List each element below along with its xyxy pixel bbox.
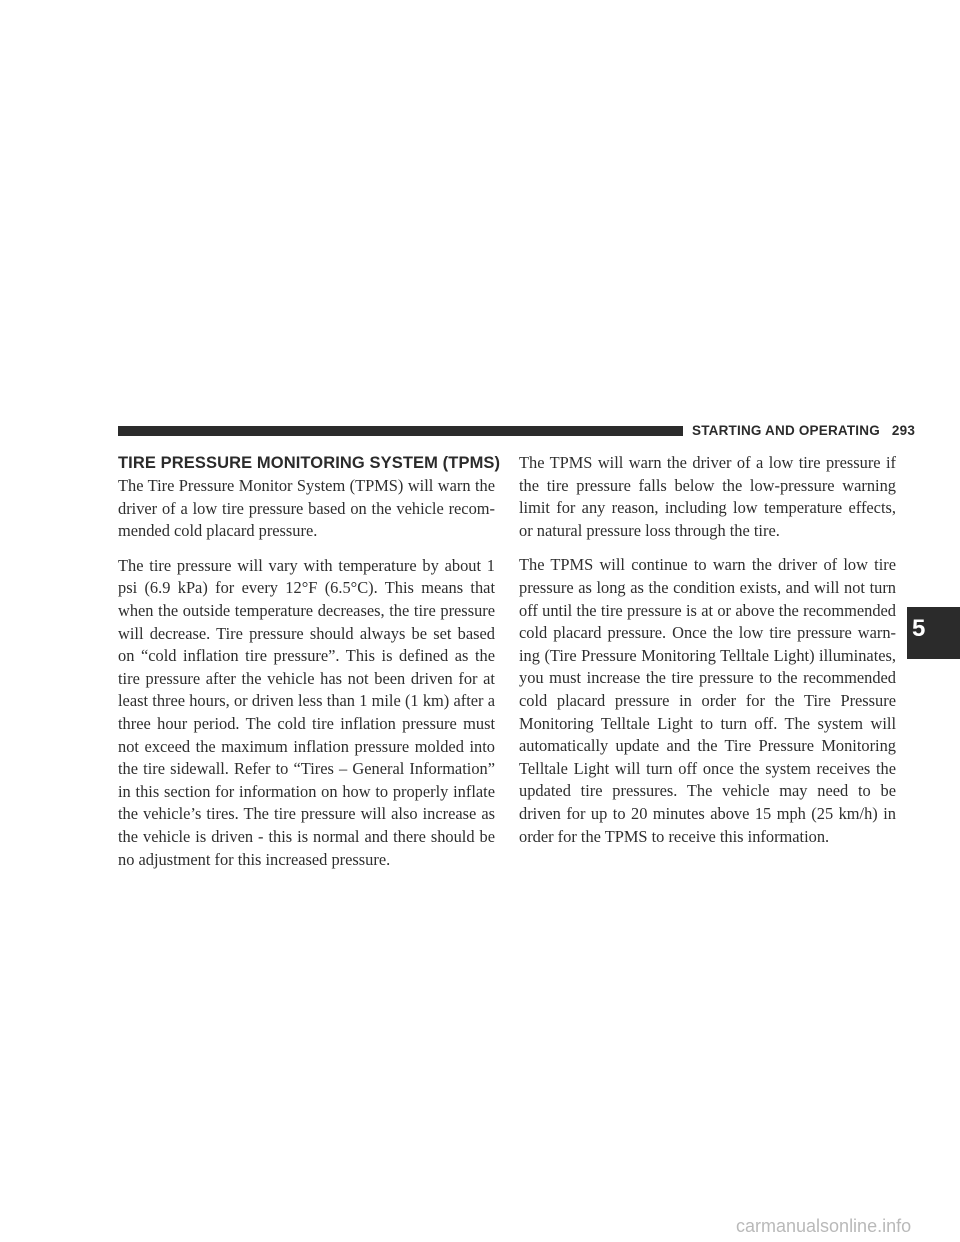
right-column	[519, 452, 896, 860]
left-column	[118, 452, 501, 883]
paragraph-warning-limit: The TPMS will warn the driver of a low tire pressure if the tire pressure falls below the low-pressure warning limit for any reason, including low temperature effects, or natural pressure loss through the tire.	[519, 453, 896, 540]
paragraph-telltale-light: The TPMS will continue to warn the driver of low tire pressure as long as the condition exists, and will not turn off until the tire pressure is at or above the recommended cold placard pressure. Once the low tire pressure warn-ing (Tire Pressure Monitoring Telltale Light) illuminates, you must increase the tire pressure to the recommended cold placard pressure in order for the Tire Pressure Monitoring Telltale Light to turn off. The system will automatically update and the Tire Pressure Monitoring Telltale Light will turn off once the system receives the updated tire pressures. The vehicle may need to be driven for up to 20 minutes above 15 mph (25 km/h) in order for the TPMS to receive this information.	[519, 555, 896, 846]
paragraph-temperature: The tire pressure will vary with temperature by about 1 psi (6.9 kPa) for every 12°F (6.5°C). This means that when the outside temperature decreases, the tire pressure will decrease. Tire pressure should always be set based on “cold inflation tire pressure”. This is defined as the tire pressure after the vehicle has not been driven for at least three hours, or driven less than 1 mile (1 km) after a three hour period. The cold tire inflation pressure must not exceed the maximum inflation pressure molded into the tire sidewall. Refer to “Tires – General Information” in this section for information on how to properly inflate the vehicle’s tires. The tire pressure will also increase as the vehicle is driven - this is normal and there should be no adjustment for this increased pressure.	[118, 555, 495, 869]
running-header	[692, 421, 915, 441]
watermark: carmanualsonline.info	[736, 1216, 912, 1236]
page-number: 293	[891, 423, 916, 438]
header-section: STARTING AND OPERATING	[692, 423, 880, 438]
paragraph-tpms-intro: The Tire Pressure Monitor System (TPMS) will warn the driver of a low tire pressure based on the vehicle recom-mended cold placard pressure.	[118, 476, 495, 541]
chapter-tab: 5	[907, 607, 960, 659]
section-title: TIRE PRESSURE MONITORING SYSTEM (TPMS)	[118, 454, 501, 472]
header-rule	[118, 426, 683, 436]
